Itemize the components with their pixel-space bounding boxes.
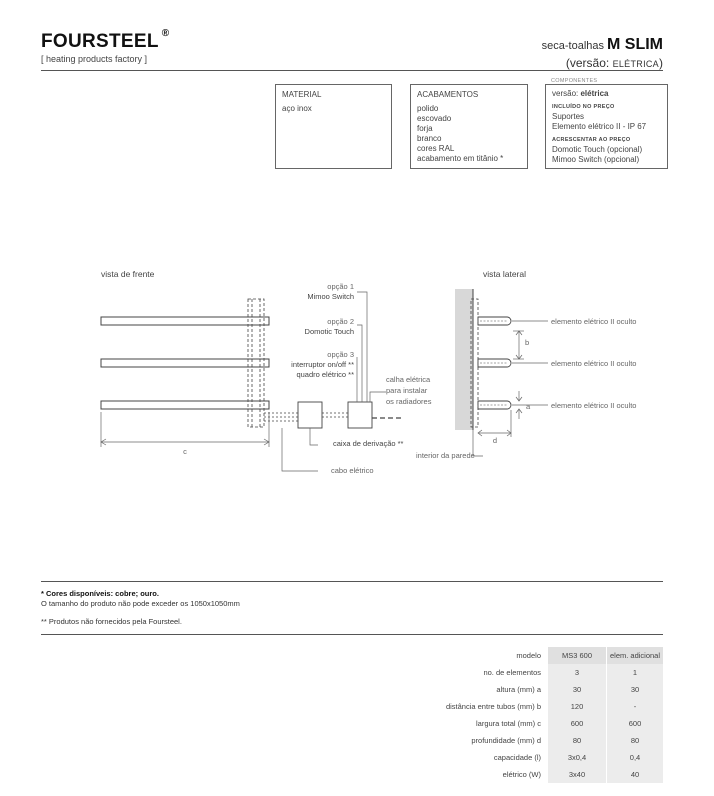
dimension-d-label: d xyxy=(492,436,498,445)
side-view-title: vista lateral xyxy=(483,269,526,279)
notes-rule xyxy=(41,581,663,582)
front-tube-2 xyxy=(101,359,269,367)
spec-label: profundidade (mm) d xyxy=(471,736,541,745)
product-name: M SLIM xyxy=(607,36,663,53)
extra-heading: ACRESCENTAR AO PREÇO xyxy=(552,137,631,143)
spec-value: 80 xyxy=(548,732,607,749)
dimension-a-label: a xyxy=(526,402,531,411)
spec-value-additional: 30 xyxy=(607,681,664,698)
spec-label: elétrico (W) xyxy=(502,770,541,779)
spec-row xyxy=(446,749,663,766)
componentes-version-value: elétrica xyxy=(580,89,609,98)
acabamento-item: acabamento em titânio * xyxy=(417,154,504,163)
spec-value-additional: 600 xyxy=(607,715,664,732)
wall-section xyxy=(455,289,473,430)
brand-tagline: [ heating products factory ] xyxy=(41,54,148,64)
spec-value: 120 xyxy=(548,698,607,715)
product-prefix: seca-toalhas xyxy=(541,40,604,52)
spec-value: MS3 600 xyxy=(548,647,607,664)
spec-value: 3 xyxy=(548,664,607,681)
option1-label: opção 1 xyxy=(327,282,354,291)
interior-label: interior da parede xyxy=(416,451,475,460)
material-title: MATERIAL xyxy=(282,90,322,99)
included-item: Suportes xyxy=(552,112,585,121)
spec-row xyxy=(446,664,663,681)
junction-box xyxy=(298,402,322,428)
spec-label: largura total (mm) c xyxy=(475,719,541,728)
front-tube-1 xyxy=(101,317,269,325)
dimension-b xyxy=(513,331,524,359)
acabamentos-title: ACABAMENTOS xyxy=(417,90,479,99)
note-size: O tamanho do produto não pode exceder os 1050x1050mm xyxy=(41,599,240,608)
calha-line3: os radiadores xyxy=(386,397,432,406)
front-tubes xyxy=(101,317,269,409)
spec-row xyxy=(446,698,663,715)
option1-name: Mimoo Switch xyxy=(307,292,354,301)
note-not-supplied: ** Produtos não fornecidos pela Foursteel. xyxy=(41,617,182,626)
version-close: ) xyxy=(659,56,663,70)
caixa-label: caixa de derivação ** xyxy=(333,439,404,448)
material-item: aço inox xyxy=(282,104,312,113)
spec-label: no. de elementos xyxy=(483,668,541,677)
registered-mark: ® xyxy=(161,27,170,39)
componentes-version-label: versão: xyxy=(552,89,579,98)
switch-box xyxy=(348,402,372,428)
version-open: (versão: xyxy=(565,56,610,70)
acabamento-item: branco xyxy=(417,134,442,143)
spec-label: capacidade (l) xyxy=(493,753,541,762)
included-item: Elemento elétrico II - IP 67 xyxy=(552,122,647,131)
included-heading: INCLUÍDO NO PREÇO xyxy=(552,104,615,110)
note-colors: * Cores disponíveis: cobre; ouro. xyxy=(41,589,159,598)
spec-label: modelo xyxy=(516,651,541,660)
spec-value: 3x0,4 xyxy=(548,749,607,766)
calha-line2: para instalar xyxy=(386,386,428,395)
acabamento-item: polido xyxy=(417,104,439,113)
specs-rule xyxy=(41,634,663,635)
acabamento-item: forja xyxy=(417,124,433,133)
front-view-title: vista de frente xyxy=(101,269,155,279)
spec-row xyxy=(446,647,663,664)
dimension-c xyxy=(101,412,269,447)
spec-value-additional: 1 xyxy=(607,664,664,681)
extra-item: Domotic Touch (opcional) xyxy=(552,145,643,154)
calha-line1: calha elétrica xyxy=(386,375,431,384)
spec-value: 600 xyxy=(548,715,607,732)
componentes-heading: COMPONENTES xyxy=(551,78,598,84)
element-label-3: elemento elétrico II oculto xyxy=(551,401,637,410)
dimension-b-label: b xyxy=(525,338,530,347)
extra-item: Mimoo Switch (opcional) xyxy=(552,155,640,164)
spec-row xyxy=(446,681,663,698)
spec-value-additional: - xyxy=(607,698,664,715)
spec-row xyxy=(446,715,663,732)
spec-value-additional: elem. adicional xyxy=(607,647,664,664)
dimension-c-label: c xyxy=(183,447,187,456)
spec-row xyxy=(446,732,663,749)
notes xyxy=(41,589,240,627)
option2-label: opção 2 xyxy=(327,317,354,326)
element-label-2: elemento elétrico II oculto xyxy=(551,359,637,368)
element-label-1: elemento elétrico II oculto xyxy=(551,317,637,326)
spec-table xyxy=(446,647,663,783)
spec-value-additional: 0,4 xyxy=(607,749,664,766)
acabamento-item: escovado xyxy=(417,114,452,123)
option3-line1: interruptor on/off ** xyxy=(291,360,354,369)
acabamento-item: cores RAL xyxy=(417,144,455,153)
spec-value: 3x40 xyxy=(548,766,607,783)
version-value: ELÉTRICA xyxy=(612,59,659,69)
option2-name: Domotic Touch xyxy=(304,327,354,336)
brand-name: FOURSTEEL xyxy=(41,31,159,52)
spec-label: distância entre tubos (mm) b xyxy=(445,702,541,711)
spec-label: altura (mm) a xyxy=(496,685,541,694)
option3-line2: quadro elétrico ** xyxy=(296,370,354,379)
cabo-label: cabo elétrico xyxy=(331,466,374,475)
spec-value-additional: 40 xyxy=(607,766,664,783)
spec-row xyxy=(446,766,663,783)
spec-value-additional: 80 xyxy=(607,732,664,749)
front-tube-3 xyxy=(101,401,269,409)
option3-label: opção 3 xyxy=(327,350,354,359)
spec-value: 30 xyxy=(548,681,607,698)
dimension-d xyxy=(478,410,511,437)
